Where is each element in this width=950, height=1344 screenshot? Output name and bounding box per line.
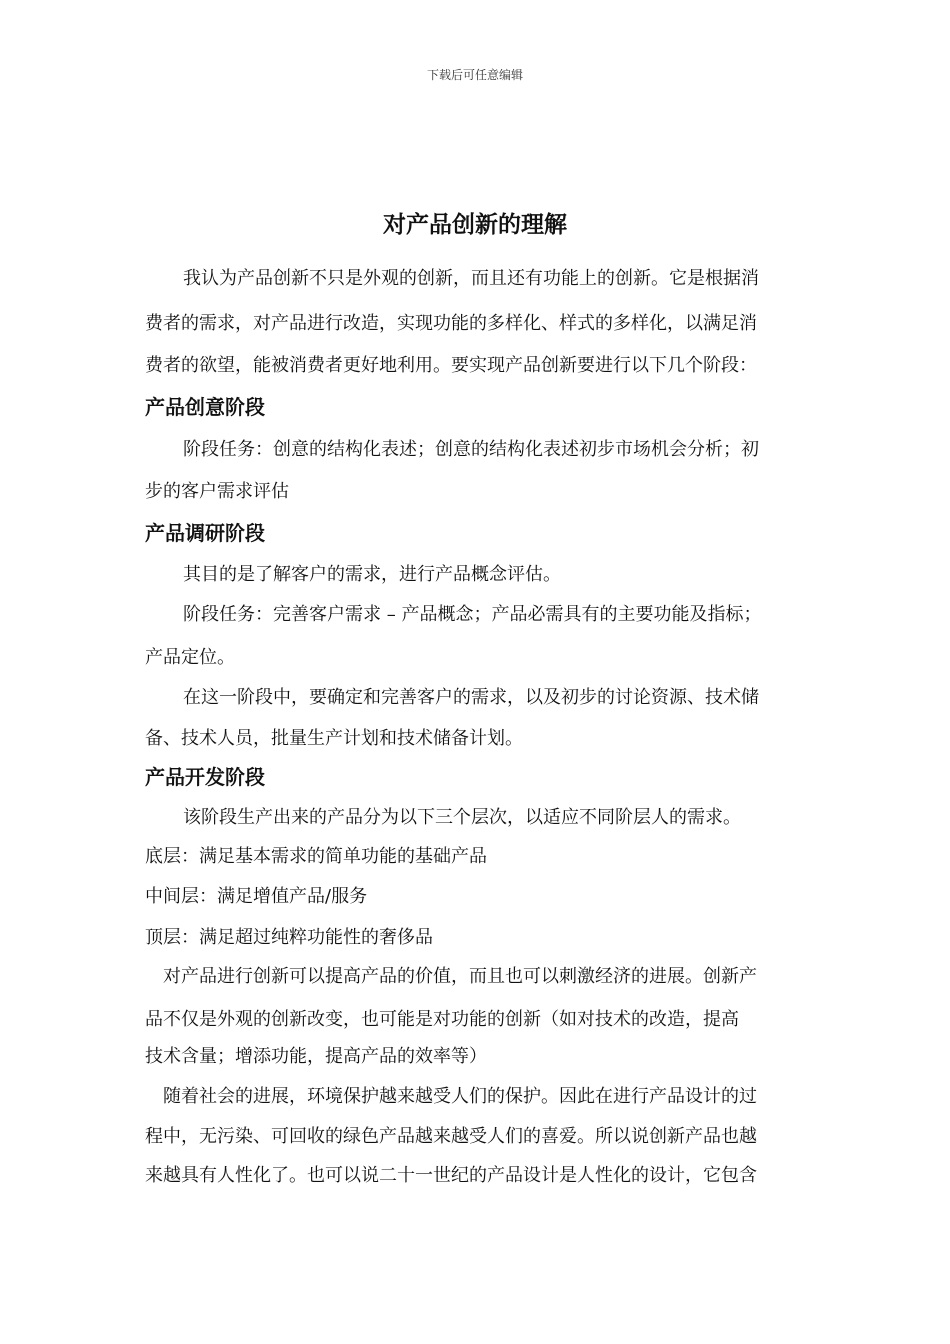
section-heading: 产品开发阶段 bbox=[145, 765, 265, 789]
document-title: 对产品创新的理解 bbox=[383, 212, 567, 238]
paragraph-line: 阶段任务：完善客户需求 – 产品概念；产品必需具有的主要功能及指标； bbox=[183, 604, 762, 625]
paragraph-line: 在这一阶段中，要确定和完善客户的需求，以及初步的讨论资源、技术储 bbox=[183, 687, 759, 708]
paragraph-line: 来越具有人性化了。也可以说二十一世纪的产品设计是人性化的设计，它包含 bbox=[145, 1165, 757, 1186]
paragraph-line: 该阶段生产出来的产品分为以下三个层次，以适应不同阶层人的需求。 bbox=[183, 807, 741, 828]
header-note: 下载后可任意编辑 bbox=[426, 68, 523, 82]
paragraph-line: 备、技术人员，批量生产计划和技术储备计划。 bbox=[145, 728, 523, 749]
intro-line: 我认为产品创新不只是外观的创新，而且还有功能上的创新。它是根据消 bbox=[183, 268, 759, 289]
paragraph-line: 随着社会的进展，环境保护越来越受人们的保护。因此在进行产品设计的过 bbox=[163, 1086, 757, 1107]
paragraph-line: 品不仅是外观的创新改变，也可能是对功能的创新（如对技术的改造，提高 bbox=[145, 1009, 739, 1030]
paragraph-line: 对产品进行创新可以提高产品的价值，而且也可以刺激经济的进展。创新产 bbox=[163, 966, 757, 987]
intro-line: 费者的欲望，能被消费者更好地利用。要实现产品创新要进行以下几个阶段： bbox=[145, 355, 757, 376]
paragraph-line: 产品定位。 bbox=[145, 647, 235, 668]
intro-line: 费者的需求，对产品进行改造，实现功能的多样化、样式的多样化，以满足消 bbox=[145, 313, 757, 334]
paragraph-line: 步的客户需求评估 bbox=[145, 481, 289, 502]
section-heading: 产品创意阶段 bbox=[145, 395, 265, 419]
tier-line: 中间层：满足增值产品/服务 bbox=[145, 886, 368, 907]
paragraph-line: 技术含量；增添功能，提高产品的效率等） bbox=[145, 1046, 487, 1067]
tier-line: 底层：满足基本需求的简单功能的基础产品 bbox=[145, 846, 487, 867]
paragraph-line: 阶段任务：创意的结构化表述；创意的结构化表述初步市场机会分析；初 bbox=[183, 439, 759, 460]
tier-line: 顶层：满足超过纯粹功能性的奢侈品 bbox=[145, 927, 433, 948]
paragraph-line: 其目的是了解客户的需求，进行产品概念评估。 bbox=[183, 564, 561, 585]
paragraph-line: 程中，无污染、可回收的绿色产品越来越受人们的喜爱。所以说创新产品也越 bbox=[145, 1126, 757, 1147]
section-heading: 产品调研阶段 bbox=[145, 521, 265, 545]
